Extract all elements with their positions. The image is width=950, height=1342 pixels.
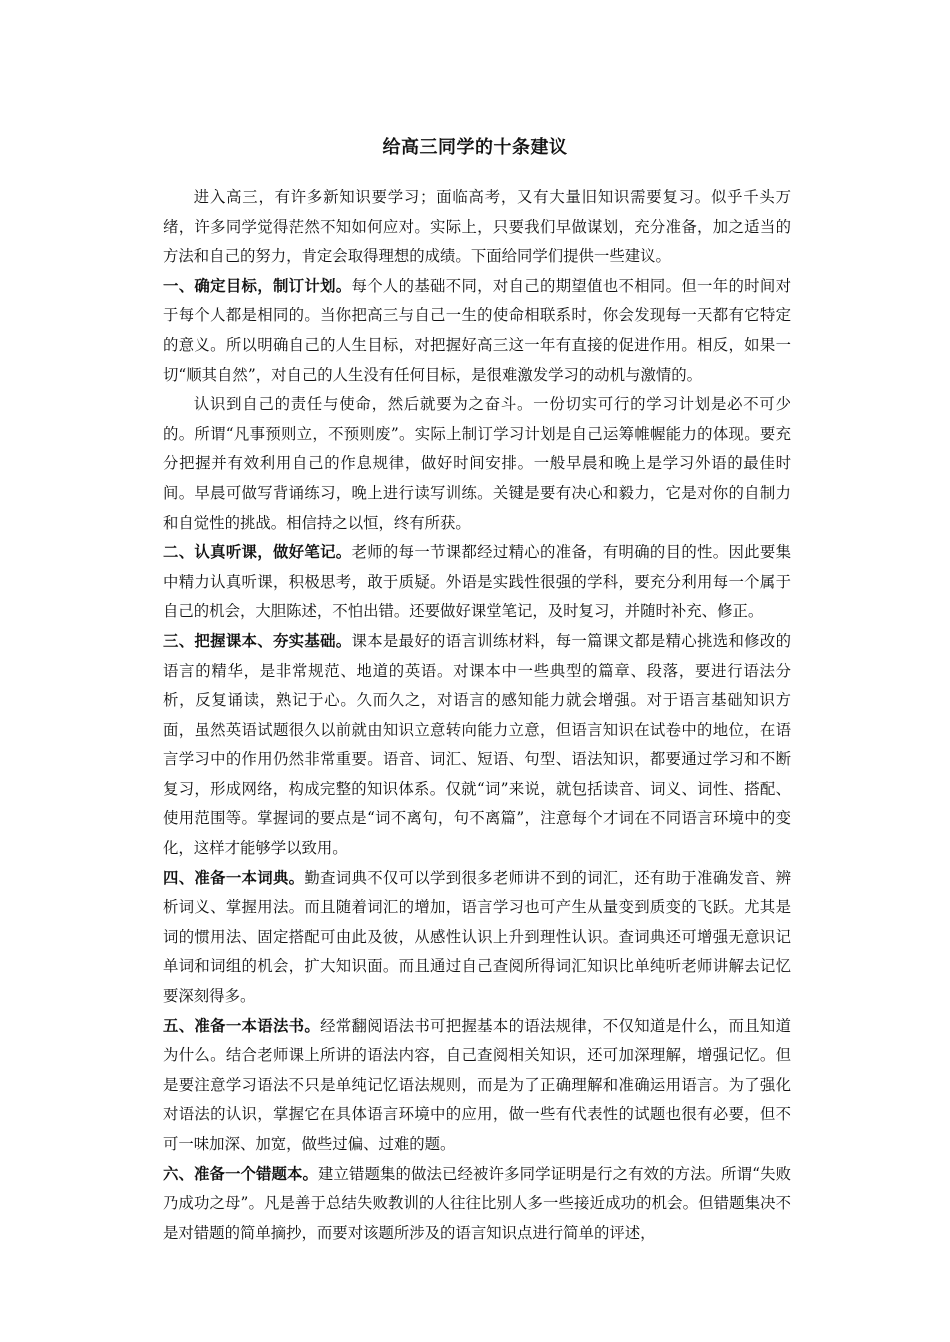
document-title: 给高三同学的十条建议 xyxy=(382,137,568,158)
section-paragraph-3 xyxy=(163,627,791,864)
section-paragraph-2 xyxy=(163,538,791,627)
paragraph-text: 建立错题集的做法已经被许多同学证明是行之有效的方法。所谓“失败乃成功之母”。凡是善于总结失败教训的人往往比别人多一些接近成功的机会。但错题集决不是对错题的简单摘抄，而要对该题所涉及的语言知识点进行简单的评述， xyxy=(163,1164,791,1242)
section-heading: 三、把握课本、夯实基础。 xyxy=(163,631,352,650)
continuation-paragraph xyxy=(163,390,791,538)
section-heading: 二、认真听课，做好笔记。 xyxy=(163,543,352,562)
section-heading: 五、准备一本语法书。 xyxy=(163,1016,321,1035)
document-body xyxy=(163,183,791,1248)
paragraph-text: 进入高三，有许多新知识要学习；面临高考，又有大量旧知识需要复习。似乎千头万绪，许多同学觉得茫然不知如何应对。实际上，只要我们早做谋划，充分准备，加之适当的方法和自己的努力，肯定会取得理想的成绩。下面给同学们提供一些建议。 xyxy=(163,188,791,266)
paragraph-text: 每个人的基础不同，对自己的期望值也不相同。但一年的时间对于每个人都是相同的。当你把高三与自己一生的使命相联系时，你会发现每一天都有它特定的意义。所以明确自己的人生目标，对把握好高三这一年有直接的促进作用。相反，如果一切“顺其自然”，对自己的人生没有任何目标，是很难激发学习的动机与激情的。 xyxy=(163,276,791,384)
paragraph-text: 老师的每一节课都经过精心的准备，有明确的目的性。因此要集中精力认真听课，积极思考，敢于质疑。外语是实践性很强的学科，要充分利用每一个属于自己的机会，大胆陈述，不怕出错。还要做好课堂笔记，及时复习，并随时补充、修正。 xyxy=(163,543,791,621)
paragraph-text: 认识到自己的责任与使命，然后就要为之奋斗。一份切实可行的学习计划是必不可少的。所谓“凡事预则立，不预则废”。实际上制订学习计划是自己运筹帷幄能力的体现。要充分把握并有效利用自己的作息规律，做好时间安排。一般早晨和晚上是学习外语的最佳时间。早晨可做写背诵练习，晚上进行读写训练。关键是要有决心和毅力，它是对你的自制力和自觉性的挑战。相信持之以恒，终有所获。 xyxy=(163,395,791,532)
section-paragraph-6 xyxy=(163,1160,791,1249)
section-paragraph-5 xyxy=(163,1012,791,1160)
section-heading: 一、确定目标，制订计划。 xyxy=(163,276,352,295)
paragraph-text: 勤查词典不仅可以学到很多老师讲不到的词汇，还有助于准确发音、辨析词义、掌握用法。而且随着词汇的增加，语言学习也可产生从量变到质变的飞跃。尤其是词的惯用法、固定搭配可由此及彼，从感性认识上升到理性认识。查词典还可增强无意识记单词和词组的机会，扩大知识面。而且通过自己查阅所得词汇知识比单纯听老师讲解去记忆要深刻得多。 xyxy=(163,868,791,1006)
intro-paragraph xyxy=(163,183,791,272)
paragraph-text: 经常翻阅语法书可把握基本的语法规律，不仅知道是什么，而且知道为什么。结合老师课上所讲的语法内容，自己查阅相关知识，还可加深理解，增强记忆。但是要注意学习语法不只是单纯记忆语法规则，而是为了正确理解和准确运用语言。为了强化对语法的认识，掌握它在具体语言环境中的应用，做一些有代表性的试题也很有必要，但不可一味加深、加宽，做些过偏、过难的题。 xyxy=(163,1016,791,1153)
section-heading: 六、准备一个错题本。 xyxy=(163,1164,319,1183)
section-paragraph-4 xyxy=(163,864,791,1012)
section-paragraph-1 xyxy=(163,272,791,390)
section-heading: 四、准备一本词典。 xyxy=(163,868,305,887)
paragraph-text: 课本是最好的语言训练材料，每一篇课文都是精心挑选和修改的语言的精华，是非常规范、地道的英语。对课本中一些典型的篇章、段落，要进行语法分析，反复诵读，熟记于心。久而久之，对语言的感知能力就会增强。对于语言基础知识方面，虽然英语试题很久以前就由知识立意转向能力立意，但语言知识在试卷中的地位，在语言学习中的作用仍然非常重要。语音、词汇、短语、句型、语法知识，都要通过学习和不断复习，形成网络，构成完整的知识体系。仅就“词”来说，就包括读音、词义、词性、搭配、使用范围等。掌握词的要点是“词不离句，句不离篇”，注意每个才词在不同语言环境中的变化，这样才能够学以致用。 xyxy=(163,631,791,858)
